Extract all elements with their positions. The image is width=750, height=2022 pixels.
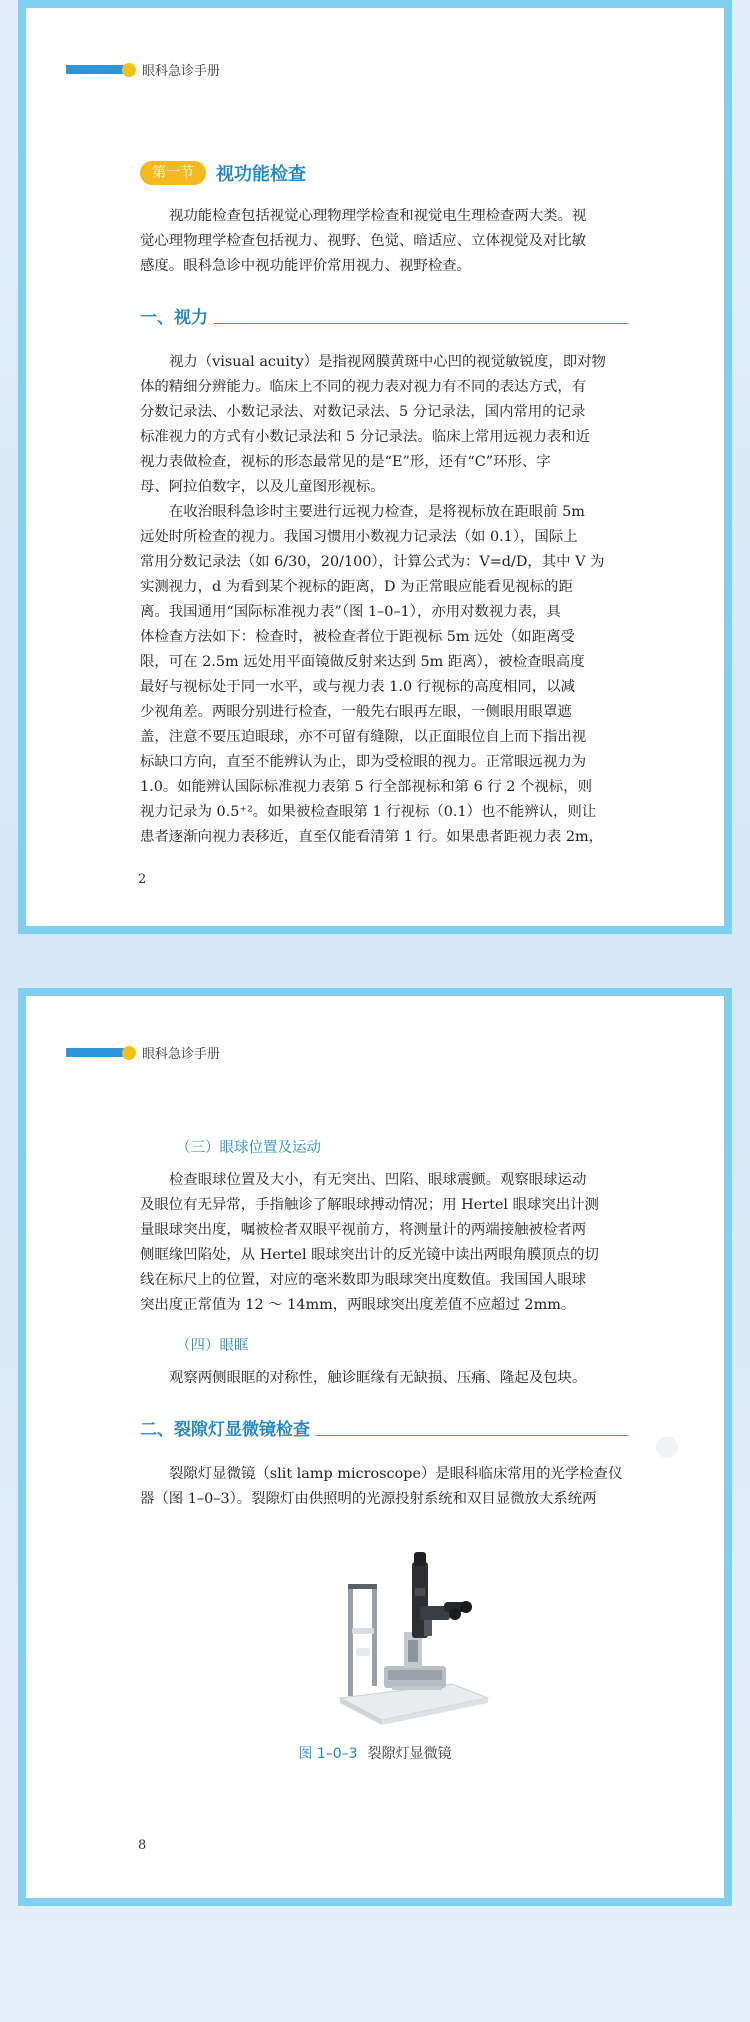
heading-rule	[214, 323, 628, 324]
running-header-text: 眼科急诊手册	[142, 64, 221, 79]
text-line: 体的精细分辨能力。临床上不同的视力表对视力有不同的表达方式，有	[140, 379, 587, 395]
text-line: 患者逐渐向视力表移近，直至仅能看清第 1 行。如果患者距视力表 2m，	[140, 829, 604, 845]
section-name: 视功能检查	[216, 164, 306, 185]
page-number: 2	[138, 872, 147, 887]
section-badge: 第一节	[140, 161, 206, 185]
heading-text: 一、视力	[140, 308, 208, 328]
heading-visual-acuity	[140, 302, 628, 328]
header-bar	[66, 65, 124, 74]
page-number: 8	[138, 1838, 147, 1853]
text-line: 观察两侧眼眶的对称性，触诊眶缘有无缺损、压痛、隆起及包块。	[169, 1370, 587, 1386]
text-line: 体检查方法如下：检查时，被检查者位于距视标 5m 远处（如距离受	[140, 629, 575, 645]
text-line: 侧眶缘凹陷处，从 Hertel 眼球突出计的反光镜中读出两眼角膜顶点的切	[140, 1247, 599, 1263]
paragraph-visual-acuity-definition	[140, 350, 628, 500]
text-line: 标准视力的方式有小数记录法和 5 分记录法。临床上常用远视力表和近	[140, 429, 591, 445]
intro-paragraph	[140, 204, 628, 279]
section-title	[140, 160, 306, 186]
heading-slit-lamp	[140, 1414, 628, 1440]
text-line: 量眼球突出度，嘱被检者双眼平视前方，将测量计的两端接触被检者两	[140, 1222, 587, 1238]
watermark-circle	[656, 1436, 678, 1458]
subheading-orbit: （四）眼眶	[176, 1338, 249, 1354]
paragraph-slit-lamp	[140, 1462, 628, 1512]
text-line: 常用分数记录法（如 6/30，20/100），计算公式为：V=d/D，其中 V 为	[140, 554, 605, 570]
text-line: 视力（visual acuity）是指视网膜黄斑中心凹的视觉敏锐度，即对物	[169, 354, 606, 370]
text-line: 视力表做检查，视标的形态最常见的是“E”形，还有“C”环形、字	[140, 454, 551, 470]
text-line: 最好与视标处于同一水平，或与视力表 1.0 行视标的高度相同，以减	[140, 679, 575, 695]
text-line: 检查眼球位置及大小，有无突出、凹陷、眼球震颤。观察眼球运动	[169, 1172, 587, 1188]
text-line: 线在标尺上的位置，对应的毫米数即为眼球突出度数值。我国国人眼球	[140, 1272, 587, 1288]
text-line: 标缺口方向，直至不能辨认为止，即为受检眼的视力。正常眼远视力为	[140, 754, 587, 770]
text-line: 限，可在 2.5m 远处用平面镜做反射来达到 5m 距离），被检查眼高度	[140, 654, 585, 670]
text-line: 及眼位有无异常，手指触诊了解眼球搏动情况；用 Hertel 眼球突出计测	[140, 1197, 599, 1213]
text-line: 少视角差。两眼分别进行检查，一般先右眼再左眼，一侧眼用眼罩遮	[140, 704, 572, 720]
book-page-8	[18, 988, 732, 1906]
paragraph-eyeball-position	[140, 1168, 628, 1318]
text-line: 远处时所检查的视力。我国习惯用小数视力记录法（如 0.1），国际上	[140, 529, 578, 545]
text-line: 视力记录为 0.5⁺²。如果被检查眼第 1 行视标（0.1）也不能辨认，则让	[140, 804, 597, 820]
text-line: 突出度正常值为 12 ～ 14mm，两眼球突出度差值不应超过 2mm。	[140, 1297, 576, 1313]
text-line: 盖，注意不要压迫眼球，亦不可留有缝隙，以正面眼位自上而下指出视	[140, 729, 587, 745]
text-line: 裂隙灯显微镜（slit lamp microscope）是眼科临床常用的光学检查仪	[169, 1466, 623, 1482]
text-line: 器（图 1–0–3）。裂隙灯由供照明的光源投射系统和双目显微放大系统两	[140, 1491, 597, 1507]
figure-caption	[26, 1743, 724, 1763]
header-bar	[66, 1048, 124, 1057]
heading-rule	[316, 1435, 628, 1436]
header-dot-icon	[122, 63, 136, 77]
slit-lamp-microscope-image	[332, 1548, 492, 1728]
heading-text: 二、裂隙灯显微镜检查	[140, 1420, 310, 1440]
paragraph-orbit	[140, 1366, 628, 1391]
text-line: 1.0。如能辨认国际标准视力表第 5 行全部视标和第 6 行 2 个视标，则	[140, 779, 592, 795]
text-line: 视功能检查包括视觉心理物理学检查和视觉电生理检查两大类。视	[169, 208, 587, 224]
text-line: 离。我国通用“国际标准视力表”（图 1–0–1），亦用对数视力表，具	[140, 604, 561, 620]
paragraph-distance-acuity-exam	[140, 500, 628, 850]
text-line: 分数记录法、小数记录法、对数记录法、5 分记录法，国内常用的记录	[140, 404, 586, 420]
figure-caption-text: 裂隙灯显微镜	[367, 1746, 452, 1762]
subheading-eyeball-position: （三）眼球位置及运动	[176, 1140, 321, 1156]
text-line: 觉心理物理学检查包括视力、视野、色觉、暗适应、立体视觉及对比敏	[140, 233, 587, 249]
text-line: 母、阿拉伯数字，以及儿童图形视标。	[140, 479, 385, 495]
figure-number: 图 1–0–3	[298, 1746, 358, 1762]
text-line: 在收治眼科急诊时主要进行远视力检查，是将视标放在距眼前 5m	[169, 504, 585, 520]
header-dot-icon	[122, 1046, 136, 1060]
running-header-text: 眼科急诊手册	[142, 1047, 221, 1062]
book-page-2	[18, 0, 732, 934]
text-line: 实测视力，d 为看到某个视标的距离，D 为正常眼应能看见视标的距	[140, 579, 573, 595]
text-line: 感度。眼科急诊中视功能评价常用视力、视野检查。	[140, 258, 471, 274]
